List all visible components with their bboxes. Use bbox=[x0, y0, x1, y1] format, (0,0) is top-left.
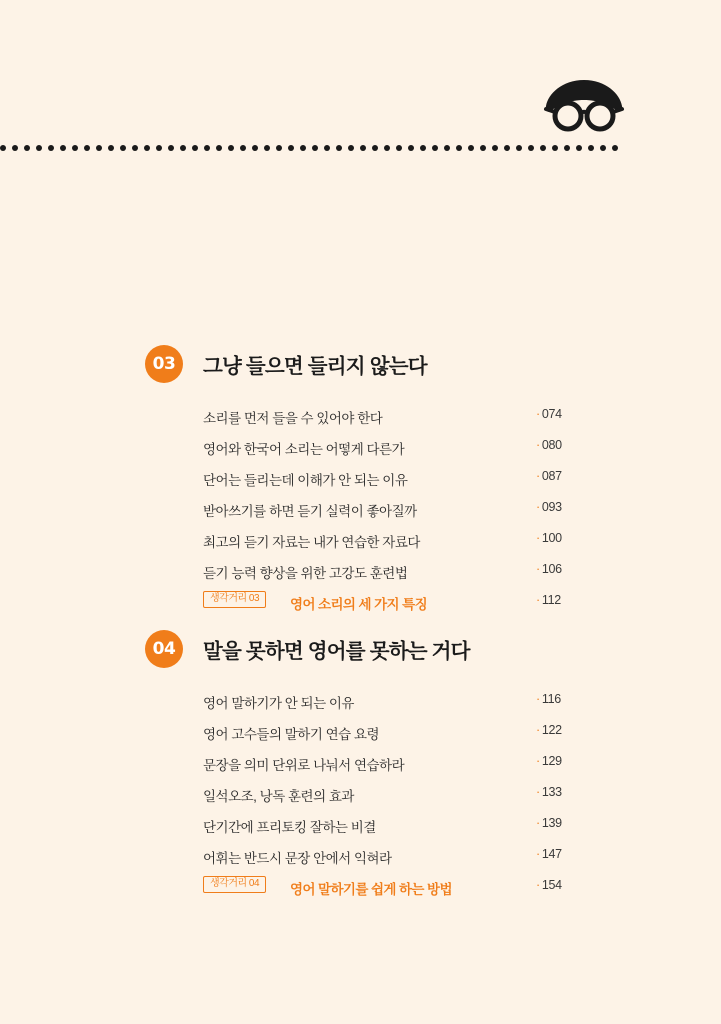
leader-dot: · bbox=[536, 500, 540, 514]
leader-dot: · bbox=[536, 562, 540, 576]
toc-page-number: 106 bbox=[541, 562, 562, 576]
divider-dot bbox=[0, 145, 6, 151]
toc-entry-page bbox=[536, 754, 562, 768]
leader-dot: · bbox=[536, 754, 540, 768]
divider-dot bbox=[456, 145, 462, 151]
toc-entry-page bbox=[536, 531, 562, 545]
divider-dot bbox=[228, 145, 234, 151]
divider-dot bbox=[504, 145, 510, 151]
divider-dot bbox=[564, 145, 570, 151]
divider-dot bbox=[360, 145, 366, 151]
divider-dot bbox=[276, 145, 282, 151]
toc-entry[interactable] bbox=[0, 438, 721, 469]
leader-dot: · bbox=[536, 816, 540, 830]
divider-dot bbox=[84, 145, 90, 151]
dotted-divider bbox=[0, 145, 628, 152]
divider-dot bbox=[576, 145, 582, 151]
toc-entry[interactable] bbox=[0, 562, 721, 593]
toc-entry[interactable] bbox=[0, 754, 721, 785]
toc-entry-page bbox=[536, 469, 562, 483]
divider-dot bbox=[192, 145, 198, 151]
toc-entry-page bbox=[536, 438, 562, 452]
toc-page-number: 093 bbox=[541, 500, 562, 514]
toc-entry-label: 단기간에 프리토킹 잘하는 비결 bbox=[203, 820, 376, 835]
toc-entry-label: 영어와 한국어 소리는 어떻게 다른가 bbox=[203, 442, 405, 457]
divider-dot bbox=[588, 145, 594, 151]
divider-dot bbox=[216, 145, 222, 151]
leader-dot: · bbox=[536, 878, 540, 892]
toc-page-number: 080 bbox=[541, 438, 562, 452]
toc-entry-label: 문장을 의미 단위로 나눠서 연습하라 bbox=[203, 758, 405, 773]
divider-dot bbox=[444, 145, 450, 151]
toc-entry-page bbox=[536, 500, 562, 514]
divider-dot bbox=[480, 145, 486, 151]
leader-dot: · bbox=[536, 593, 540, 607]
divider-dot bbox=[264, 145, 270, 151]
divider-dot bbox=[108, 145, 114, 151]
leader-dot: · bbox=[536, 438, 540, 452]
chapter-number-badge: 03 bbox=[145, 345, 183, 383]
toc-entry-page bbox=[536, 407, 562, 421]
leader-dot: · bbox=[536, 407, 540, 421]
toc-entry[interactable] bbox=[0, 469, 721, 500]
chapter-header bbox=[0, 345, 721, 389]
divider-dot bbox=[120, 145, 126, 151]
leader-dot: · bbox=[536, 692, 540, 706]
divider-dot bbox=[528, 145, 534, 151]
chapter-title: 말을 못하면 영어를 못하는 거다 bbox=[203, 640, 470, 663]
toc-entry-label: 소리를 먼저 들을 수 있어야 한다 bbox=[203, 411, 383, 426]
divider-dot bbox=[408, 145, 414, 151]
leader-dot: · bbox=[536, 469, 540, 483]
divider-dot bbox=[240, 145, 246, 151]
toc-entry-label: 영어 말하기가 안 되는 이유 bbox=[203, 696, 354, 711]
divider-dot bbox=[420, 145, 426, 151]
divider-dot bbox=[516, 145, 522, 151]
toc-entry-label: 단어는 들리는데 이해가 안 되는 이유 bbox=[203, 473, 408, 488]
divider-dot bbox=[300, 145, 306, 151]
toc-page-number: 087 bbox=[541, 469, 562, 483]
toc-entry-label: 어휘는 반드시 문장 안에서 익혀라 bbox=[203, 851, 392, 866]
toc-entry-list bbox=[0, 692, 721, 909]
divider-dot bbox=[72, 145, 78, 151]
toc-page-number: 154 bbox=[541, 878, 562, 892]
toc-special-entry[interactable] bbox=[0, 593, 721, 624]
divider-dot bbox=[432, 145, 438, 151]
toc-entry-label: 받아쓰기를 하면 듣기 실력이 좋아질까 bbox=[203, 504, 417, 519]
toc-page-number: 133 bbox=[541, 785, 562, 799]
divider-dot bbox=[492, 145, 498, 151]
divider-dot bbox=[24, 145, 30, 151]
toc-page-number: 112 bbox=[541, 593, 561, 607]
toc-entry-page bbox=[536, 847, 562, 861]
toc-entry[interactable] bbox=[0, 407, 721, 438]
toc-page-number: 100 bbox=[541, 531, 562, 545]
leader-dot: · bbox=[536, 531, 540, 545]
toc-entry[interactable] bbox=[0, 816, 721, 847]
toc-entry-label: 영어 고수들의 말하기 연습 요령 bbox=[203, 727, 380, 742]
chapter-block bbox=[0, 630, 721, 909]
toc-entry-page bbox=[536, 878, 562, 892]
toc-entry-label: 일석오조, 낭독 훈련의 효과 bbox=[203, 789, 354, 804]
toc-entry-label: 최고의 듣기 자료는 내가 연습한 자료다 bbox=[203, 535, 420, 550]
toc-page-number: 147 bbox=[541, 847, 562, 861]
divider-dot bbox=[60, 145, 66, 151]
toc-page-number: 139 bbox=[541, 816, 562, 830]
divider-dot bbox=[372, 145, 378, 151]
special-entry-tag: 생각거리 04 bbox=[203, 876, 266, 893]
divider-dot bbox=[156, 145, 162, 151]
chapter-title: 그냥 들으면 들리지 않는다 bbox=[203, 355, 427, 378]
divider-dot bbox=[48, 145, 54, 151]
special-entry-label: 영어 소리의 세 가지 특징 bbox=[290, 597, 428, 612]
leader-dot: · bbox=[536, 723, 540, 737]
divider-dot bbox=[132, 145, 138, 151]
toc-entry-label: 듣기 능력 향상을 위한 고강도 훈련법 bbox=[203, 566, 408, 581]
toc-entry[interactable] bbox=[0, 785, 721, 816]
divider-dot bbox=[168, 145, 174, 151]
toc-entry-page bbox=[536, 785, 562, 799]
divider-dot bbox=[468, 145, 474, 151]
toc-entry[interactable] bbox=[0, 847, 721, 878]
toc-entry[interactable] bbox=[0, 531, 721, 562]
chapter-number-badge: 04 bbox=[145, 630, 183, 668]
divider-dot bbox=[396, 145, 402, 151]
divider-dot bbox=[600, 145, 606, 151]
divider-dot bbox=[540, 145, 546, 151]
toc-page-number: 074 bbox=[541, 407, 562, 421]
divider-dot bbox=[324, 145, 330, 151]
divider-dot bbox=[252, 145, 258, 151]
special-entry-label: 영어 말하기를 쉽게 하는 방법 bbox=[290, 882, 452, 897]
divider-dot bbox=[288, 145, 294, 151]
toc-entry-page bbox=[536, 593, 561, 607]
divider-dot bbox=[180, 145, 186, 151]
toc-entry[interactable] bbox=[0, 692, 721, 723]
divider-dot bbox=[144, 145, 150, 151]
chapter-block bbox=[0, 345, 721, 624]
toc-page-number: 116 bbox=[541, 692, 561, 706]
leader-dot: · bbox=[536, 847, 540, 861]
divider-dot bbox=[384, 145, 390, 151]
special-entry-tag: 생각거리 03 bbox=[203, 591, 266, 608]
leader-dot: · bbox=[536, 785, 540, 799]
divider-dot bbox=[552, 145, 558, 151]
toc-special-entry[interactable] bbox=[0, 878, 721, 909]
toc-entry[interactable] bbox=[0, 500, 721, 531]
divider-dot bbox=[36, 145, 42, 151]
divider-dot bbox=[348, 145, 354, 151]
toc-entry-list bbox=[0, 407, 721, 624]
divider-dot bbox=[96, 145, 102, 151]
toc-entry-page bbox=[536, 692, 561, 706]
chapter-header bbox=[0, 630, 721, 674]
toc-entry-page bbox=[536, 723, 562, 737]
toc-page-number: 122 bbox=[541, 723, 562, 737]
toc-entry-page bbox=[536, 562, 562, 576]
divider-dot bbox=[612, 145, 618, 151]
divider-dot bbox=[12, 145, 18, 151]
divider-dot bbox=[312, 145, 318, 151]
toc-entry-page bbox=[536, 816, 562, 830]
toc-entry[interactable] bbox=[0, 723, 721, 754]
divider-dot bbox=[204, 145, 210, 151]
glasses-icon bbox=[542, 78, 626, 140]
toc-page-number: 129 bbox=[541, 754, 562, 768]
divider-dot bbox=[336, 145, 342, 151]
